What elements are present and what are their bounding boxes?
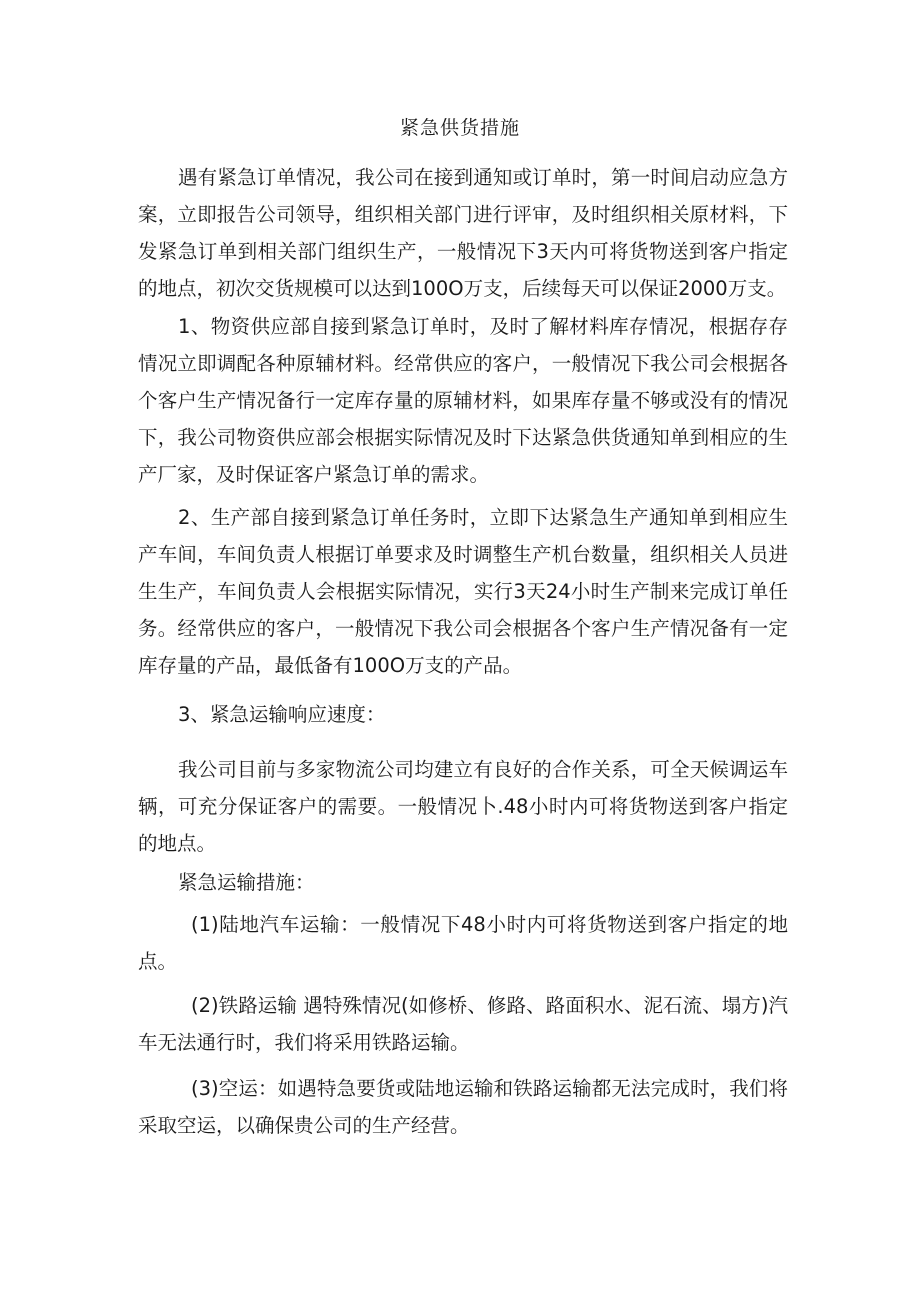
document-title: 紧急供货措施: [399, 117, 520, 139]
paragraph-air-transport: (3)空运：如遇特急要货或陆地运输和铁路运输都无法完成时，我们将采取空运，以确保贵公司的生产经营。: [138, 1077, 788, 1137]
paragraph-intro: 遇有紧急订单情况，我公司在接到通知或订单时，第一时间启动应急方案，立即报告公司领导，组织相关部门进行评审，及时组织相关原材料，下发紧急订单到相关部门组织生产，一般情况下3天内可将货物送到客户指定的地点，初次交货规模可以达到100O万支，后续每天可以保证2000万支。: [138, 166, 788, 300]
paragraph-rail-transport: (2)铁路运输 遇特殊情况(如修桥、修路、路面积水、泥石流、塌方)汽车无法通行时，我们将采用铁路运输。: [138, 994, 788, 1054]
paragraph-materials: 1、物资供应部自接到紧急订单时，及时了解材料库存情况，根据存存情况立即调配各种原辅材料。经常供应的客户，一般情况下我公司会根据各个客户生产情况备行一定库存量的原辅材料，如果库存量不够或没有的情况下，我公司物资供应部会根据实际情况及时下达紧急供货通知单到相应的生产厂家，及时保证客户紧急订单的需求。: [138, 315, 788, 486]
paragraph-measures-heading: 紧急运输措施：: [178, 871, 315, 894]
paragraph-transport-heading: 3、紧急运输响应速度：: [178, 703, 386, 726]
paragraph-logistics: 我公司目前与多家物流公司均建立有良好的合作关系，可全天候调运车辆，可充分保证客户的需要。一般情况卜.48小时内可将货物送到客户指定的地点。: [138, 758, 788, 855]
paragraph-road-transport: (1)陆地汽车运输：一般情况下48小时内可将货物送到客户指定的地点。: [138, 913, 788, 973]
paragraph-production: 2、生产部自接到紧急订单任务时，立即下达紧急生产通知单到相应生产车间，车间负责人根据订单要求及时调整生产机台数量，组织相关人员进生生产，车间负责人会根据实际情况，实行3天24小时生产制来完成订单任务。经常供应的客户，一般情况下我公司会根据各个客户生产情况备有一定库存量的产品，最低备有100O万支的产品。: [138, 506, 788, 677]
